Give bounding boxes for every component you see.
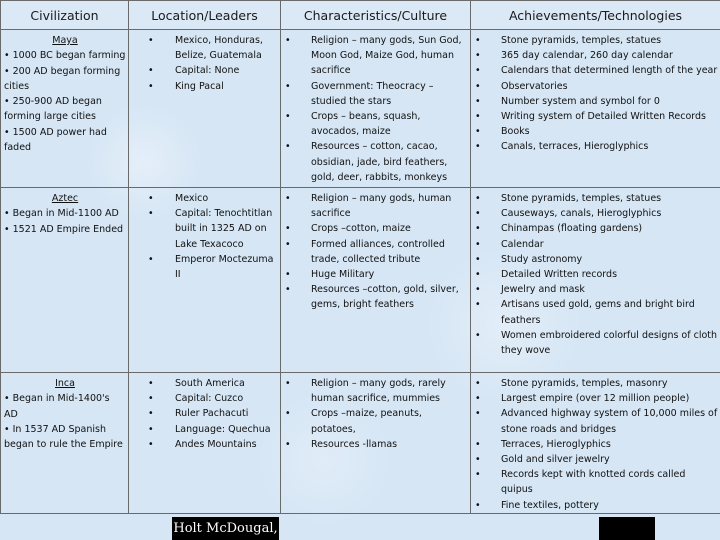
list-item: • Religion – many gods, rarely human sacrifice, mummies <box>281 376 468 406</box>
list-item: • Advanced highway system of 10,000 miles of stone roads and bridges <box>471 406 718 436</box>
list-item: • Mexico <box>129 191 278 206</box>
header-location-leaders: Location/Leaders <box>129 1 281 30</box>
list-item: • Gold and silver jewelry <box>471 452 718 467</box>
culture-cell <box>281 188 471 373</box>
list-item: • Terraces, Hieroglyphics <box>471 437 718 452</box>
list-item: • Fine textiles, pottery <box>471 498 718 513</box>
list-item: • Stone pyramids, temples, masonry <box>471 376 718 391</box>
list-item: • Mexico, Honduras, Belize, Guatemala <box>129 33 278 63</box>
list-item: • Ruler Pachacuti <box>129 406 278 421</box>
achievements-cell <box>471 188 720 373</box>
civ-note: • Began in Mid-1400's AD <box>4 393 110 420</box>
list-item: • Detailed Written records <box>471 267 718 282</box>
culture-cell <box>281 373 471 514</box>
list-item: • Government: Theocracy – studied the stars <box>281 79 468 109</box>
list-item: • Books <box>471 124 718 139</box>
header-characteristics-culture: Characteristics/Culture <box>281 1 471 30</box>
list-item: • Women embroidered colorful designs of cloth they wove <box>471 328 718 358</box>
list-item: • Jewelry and mask <box>471 282 718 297</box>
list-item: • Capital: Cuzco <box>129 391 278 406</box>
civ-note: • 250-900 AD began forming large cities <box>4 96 102 123</box>
list-item: • Formed alliances, controlled trade, collected tribute <box>281 237 468 267</box>
list-item: • Emperor Moctezuma II <box>129 252 278 282</box>
table-row-inca <box>1 373 720 514</box>
list-item: • Resources – cotton, cacao, obsidian, jade, bird feathers, gold, deer, rabbits, monkeys <box>281 139 468 185</box>
list-item: • Language: Quechua <box>129 422 278 437</box>
list-item: • Writing system of Detailed Written Records <box>471 109 718 124</box>
culture-cell <box>281 30 471 188</box>
list-item: • Resources –cotton, gold, silver, gems, bright feathers <box>281 282 468 312</box>
header-civilization: Civilization <box>1 1 129 30</box>
list-item: • Crops – beans, squash, avocados, maize <box>281 109 468 139</box>
list-item: • South America <box>129 376 278 391</box>
civ-note: • 200 AD began forming cities <box>4 65 121 92</box>
list-item: • Religion – many gods, Sun God, Moon God, Maize God, human sacrifice <box>281 33 468 79</box>
list-item: • Andes Mountains <box>129 437 278 452</box>
achievements-cell <box>471 373 720 514</box>
header-achievements-technologies: Achievements/Technologies <box>471 1 720 30</box>
list-item: • Stone pyramids, temples, statues <box>471 191 718 206</box>
list-item: • King Pacal <box>129 79 278 94</box>
list-item: • Canals, terraces, Hieroglyphics <box>471 139 718 154</box>
civilization-name: Inca <box>55 378 75 389</box>
list-item: • Stone pyramids, temples, statues <box>471 33 718 48</box>
footer-block <box>599 517 655 540</box>
list-item: • Calendar <box>471 237 718 252</box>
civilization-cell <box>1 188 129 373</box>
list-item: • Crops –cotton, maize <box>281 221 468 236</box>
publisher-credit: Holt McDougal, <box>172 517 279 540</box>
list-item: • Records kept with knotted cords called quipus <box>471 467 718 497</box>
list-item: • Artisans used gold, gems and bright bird feathers <box>471 297 718 327</box>
header-row <box>1 1 720 30</box>
civ-note: • 1500 AD power had faded <box>4 126 107 154</box>
table-row-maya <box>1 30 720 188</box>
list-item: • Largest empire (over 12 million people) <box>471 391 718 406</box>
civilization-cell <box>1 30 129 188</box>
table-row-aztec <box>1 188 720 373</box>
achievements-cell <box>471 30 720 188</box>
list-item: • Capital: Tenochtitlan built in 1325 AD on Lake Texacoco <box>129 206 278 252</box>
list-item: • Calendars that determined length of the year <box>471 63 718 78</box>
civ-note: • In 1537 AD Spanish began to rule the Empire <box>4 423 123 451</box>
list-item: • Capital: None <box>129 63 278 78</box>
civ-note: • 1521 AD Empire Ended <box>4 223 124 235</box>
list-item: • Causeways, canals, Hieroglyphics <box>471 206 718 221</box>
list-item: • Resources -llamas <box>281 437 468 452</box>
list-item: • Observatories <box>471 79 718 94</box>
location-cell <box>129 30 281 188</box>
list-item: • Religion – many gods, human sacrifice <box>281 191 468 221</box>
location-cell <box>129 373 281 514</box>
civilization-cell <box>1 373 129 514</box>
civ-note: • 1000 BC began farming <box>4 50 126 62</box>
civ-note: • Began in Mid-1100 AD <box>4 208 119 220</box>
list-item: • Chinampas (floating gardens) <box>471 221 718 236</box>
location-cell <box>129 188 281 373</box>
list-item: • Number system and symbol for 0 <box>471 94 718 109</box>
list-item: • Crops –maize, peanuts, potatoes, <box>281 406 468 436</box>
civilization-name: Aztec <box>51 193 79 204</box>
list-item: • Study astronomy <box>471 252 718 267</box>
list-item: • 365 day calendar, 260 day calendar <box>471 48 718 63</box>
list-item: • Huge Military <box>281 267 468 282</box>
civilization-name: Maya <box>52 35 78 46</box>
